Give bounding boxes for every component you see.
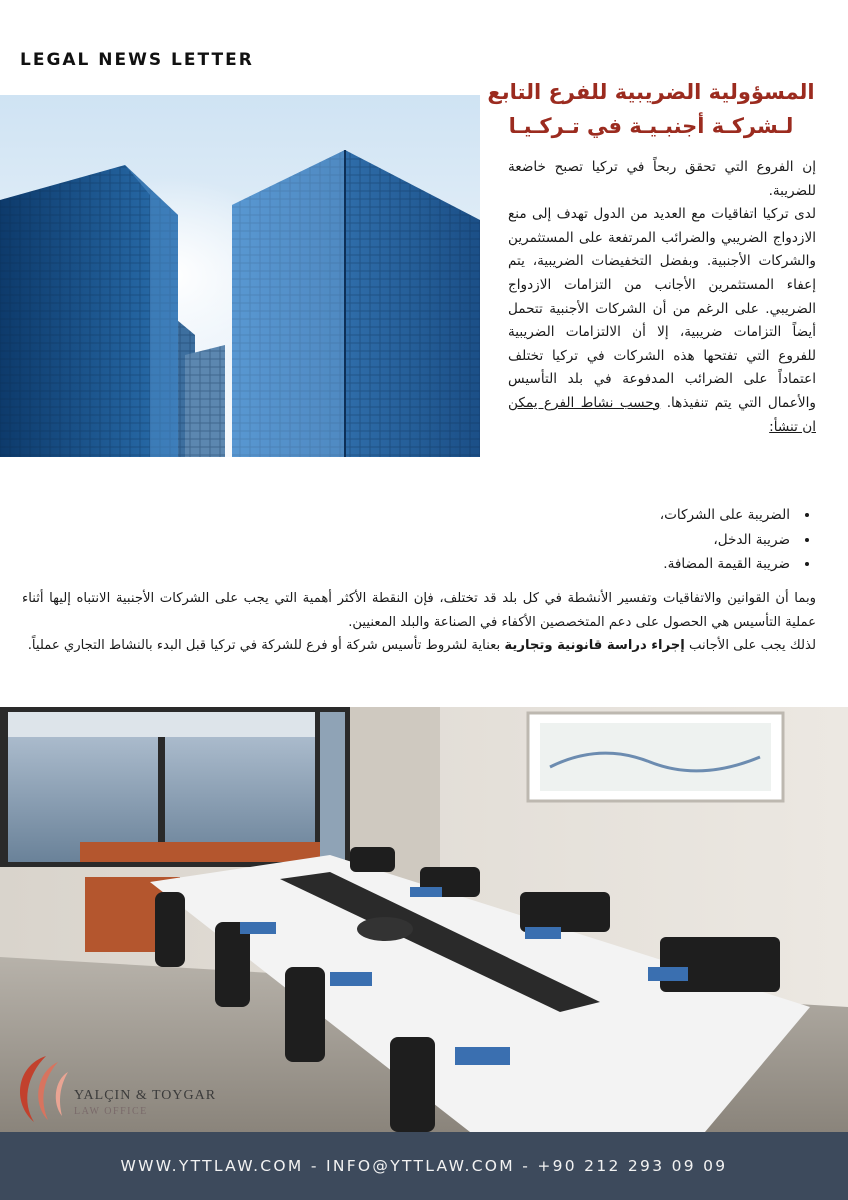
article-paragraph [508,203,816,439]
firm-name: YALÇIN & TOYGAR [74,1088,217,1103]
list-item: • ضريبة الدخل، [464,528,794,553]
article-paragraph-text: لدى تركيا اتفاقيات مع العديد من الدول تهدف إلى منع الازدواج الضريبي والضرائب المرتفعة على المستثمرين والشركات الأجنبية. وبفضل التخفيضات الضريبية، يتم إعفاء المستثمرين الأجانب من التزامات الازدواج الضريبي. على الرغم من أن الشركات الأجنبية تتحمل أيضاً التزامات ضريبية، إلا أن الالتزامات الضريبية للفروع التي تفتحها هذه الشركات في تركيا تختلف اعتماداً على الضرائب المدفوعة في بلد التأسيس والأعمال التي يتم تنفيذها. [508,206,816,411]
closing-text-pre: لذلك يجب على الأجانب [689,638,816,654]
article-title [486,75,816,143]
article-title-line1: المسؤولية الضريبية للفرع التابع [487,80,815,104]
article-title-line2: لـشركـة أجنبـيـة في تـركـيـا [508,114,794,138]
article-paragraph: إن الفروع التي تحقق ربحاً في تركيا تصبح خاضعة للضريبة. [508,159,816,199]
list-item: • الضريبة على الشركات، [464,503,794,528]
contact-info: WWW.YTTLAW.COM - INFO@YTTLAW.COM - +90 212 293 09 09 [120,1157,728,1175]
newsletter-label: LEGAL NEWS LETTER [20,50,254,70]
logo-mark-icon [6,1048,74,1128]
closing-paragraph [22,634,816,658]
bold-phrase: إجراء دراسة قانونية وتجارية [504,638,685,654]
tax-types-list [464,503,816,577]
article-body [508,156,816,439]
contact-footer [0,1132,848,1200]
skyscrapers-photo [0,95,480,457]
firm-subtitle: LAW OFFICE [74,1106,148,1117]
list-item: • ضريبة القيمة المضافة. [464,552,794,577]
closing-text-post: بعناية لشروط تأسيس شركة أو فرع للشركة في تركيا قبل البدء بالنشاط التجاري عملياً. [27,638,501,654]
firm-logo [6,1048,226,1128]
closing-text [22,587,816,658]
underlined-phrase: وحسب نشاط الفرع يمكن ان تنشأ: [508,394,816,435]
closing-paragraph: وبما أن القوانين والاتفاقيات وتفسير الأنشطة في كل بلد قد تختلف، فإن النقطة الأكثر أهمية التي يجب على الشركات الأجنبية الانتباه إليها أثناء عملية التأسيس هي الحصول على دعم المتخصصين الأكفاء في الصناعة والبلد المعنيين. [22,591,816,630]
